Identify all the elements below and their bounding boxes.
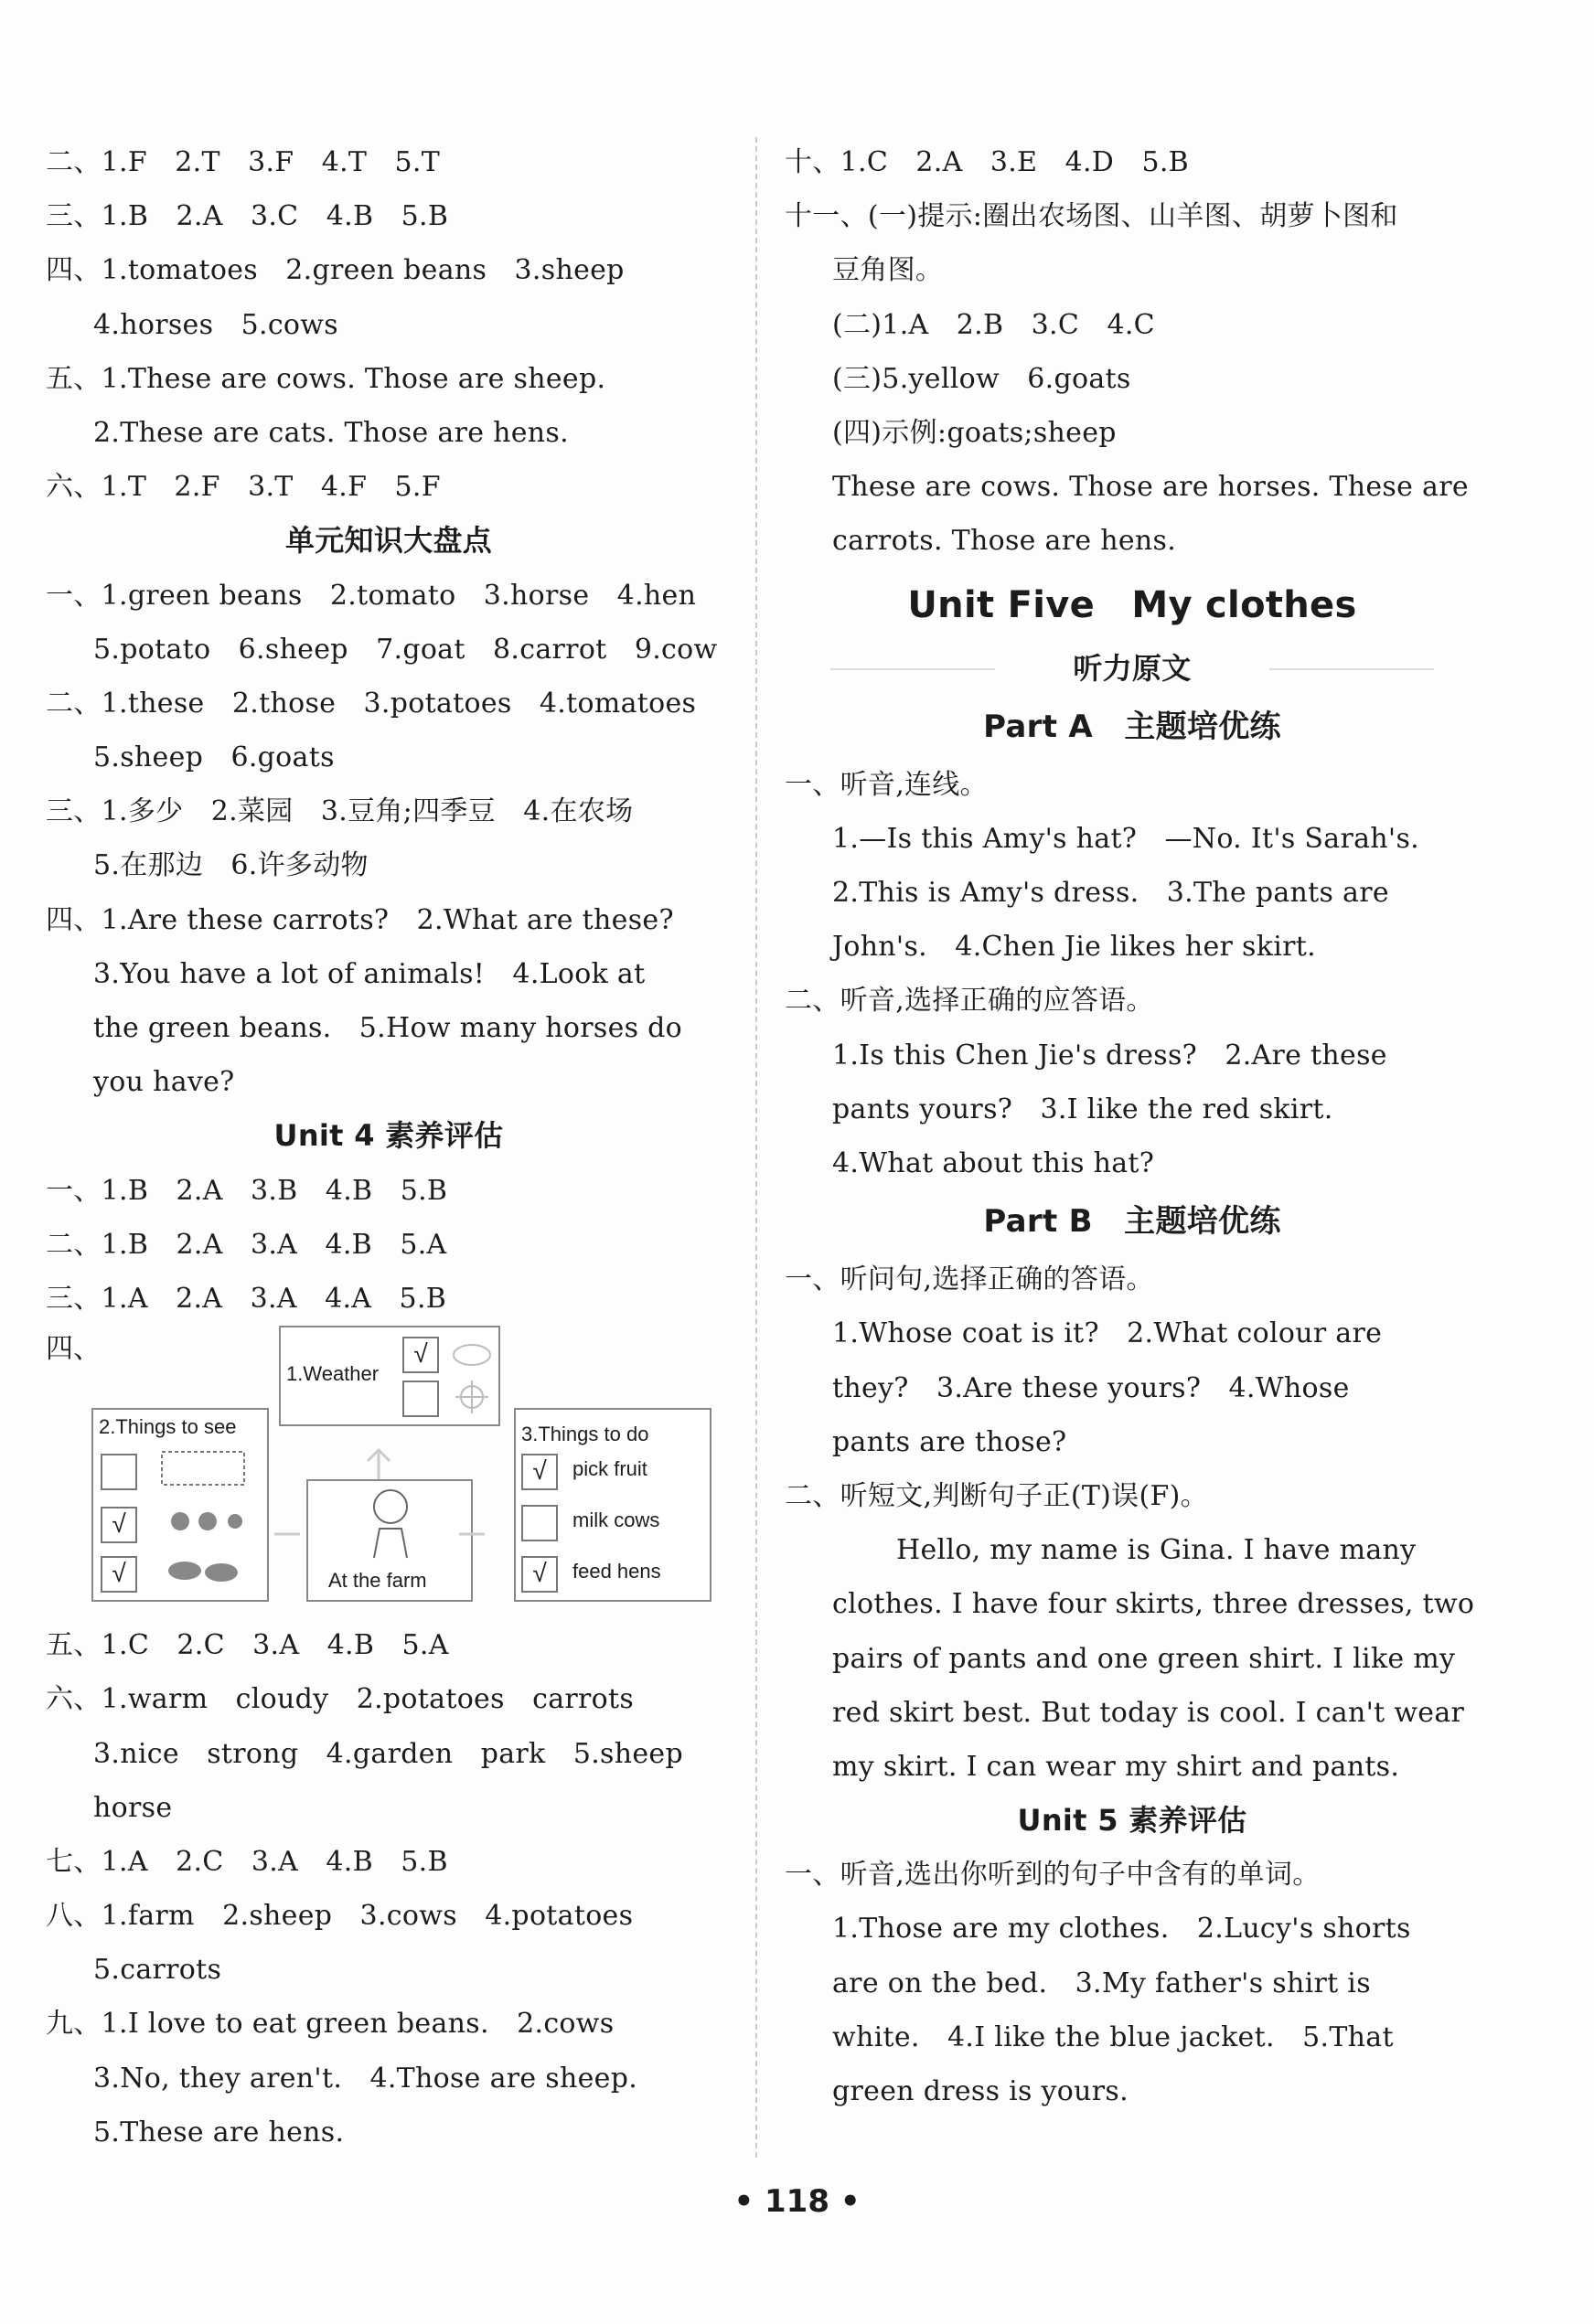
- answer-line: you have?: [93, 1066, 235, 1099]
- answer-line: 十一、(一)提示:圈出农场图、山羊图、胡萝卜图和: [785, 200, 1398, 233]
- answer-line: 四、1.Are these carrots? 2.What are these?: [46, 903, 674, 936]
- answer-line: they? 3.Are these yours? 4.Whose: [832, 1371, 1350, 1404]
- do-check-3: √: [521, 1556, 558, 1593]
- answer-line: 3.No, they aren't. 4.Those are sheep.: [93, 2062, 638, 2095]
- answer-line: 二、1.F 2.T 3.F 4.T 5.T: [46, 146, 441, 178]
- answer-line: 十、1.C 2.A 3.E 4.D 5.B: [785, 146, 1190, 178]
- right-column: [785, 135, 1480, 2118]
- weather-check-1: √: [402, 1337, 439, 1373]
- answer-line: 二、1.B 2.A 3.A 4.B 5.A: [46, 1228, 447, 1261]
- farm-figure: [46, 1326, 732, 1618]
- see-check-2: √: [101, 1507, 137, 1543]
- answer-line: 三、1.多少 2.菜园 3.豆角;四季豆 4.在农场: [46, 795, 634, 828]
- answer-line: clothes. I have four skirts, three dresses, two: [832, 1588, 1475, 1621]
- see-check-3: √: [101, 1556, 137, 1593]
- answer-line: 六、1.warm cloudy 2.potatoes carrots: [46, 1683, 635, 1716]
- answer-line: 1.Those are my clothes. 2.Lucy's shorts: [832, 1913, 1411, 1946]
- do-item-1: pick fruit: [572, 1457, 647, 1481]
- answer-line: 1.—Is this Amy's hat? —No. It's Sarah's.: [832, 822, 1419, 855]
- weather-label: 1.Weather: [286, 1362, 380, 1386]
- answer-line: 五、1.C 2.C 3.A 4.B 5.A: [46, 1629, 449, 1662]
- answer-line: 3.You have a lot of animals! 4.Look at: [93, 957, 646, 990]
- do-check-2: [521, 1505, 558, 1541]
- answer-line: white. 4.I like the blue jacket. 5.That: [832, 2020, 1394, 2053]
- weather-box: [279, 1326, 500, 1426]
- do-item-2: milk cows: [572, 1508, 660, 1532]
- things-to-see-label: 2.Things to see: [99, 1415, 237, 1439]
- answer-line: John's. 4.Chen Jie likes her skirt.: [832, 931, 1316, 964]
- answer-line: 二、听短文,判断句子正(T)误(F)。: [785, 1479, 1208, 1512]
- answer-line: 六、1.T 2.F 3.T 4.F 5.F: [46, 471, 441, 504]
- things-to-see-pictures: [157, 1446, 258, 1593]
- answer-line: 五、1.These are cows. Those are sheep.: [46, 362, 606, 395]
- answer-line: (四)示例:goats;sheep: [832, 416, 1117, 449]
- answer-line: are on the bed. 3.My father's shirt is: [832, 1967, 1371, 1999]
- section-heading: 听力原文: [785, 642, 1480, 696]
- answer-line: 四、1.tomatoes 2.green beans 3.sheep: [46, 254, 625, 287]
- answer-line: 二、听音,选择正确的应答语。: [785, 985, 1154, 1018]
- answer-line: my skirt. I can wear my shirt and pants.: [832, 1750, 1400, 1783]
- answer-line: 三、1.B 2.A 3.C 4.B 5.B: [46, 200, 449, 233]
- answer-line: 一、听音,选出你听到的句子中含有的单词。: [785, 1859, 1321, 1892]
- answer-line: pairs of pants and one green shirt. I like my: [832, 1642, 1456, 1675]
- page-number: • 118 •: [733, 2183, 861, 2220]
- answer-line: Hello, my name is Gina. I have many: [896, 1534, 1417, 1567]
- answer-line: 5.These are hens.: [93, 2116, 345, 2148]
- do-check-1: √: [521, 1454, 558, 1490]
- answer-line: 一、听问句,选择正确的答语。: [785, 1263, 1154, 1296]
- section-heading: Unit 4 素养评估: [273, 1118, 504, 1154]
- left-column: [46, 135, 732, 2159]
- answer-line: 4.horses 5.cows: [93, 308, 338, 341]
- figure-label: 四、: [46, 1333, 101, 1366]
- answer-line: pants are those?: [832, 1425, 1067, 1458]
- answer-line: 5.carrots: [93, 1954, 222, 1987]
- answer-line: 九、1.I love to eat green beans. 2.cows: [46, 2008, 615, 2041]
- section-heading: 单元知识大盘点: [284, 523, 493, 559]
- weather-icons: [450, 1335, 494, 1417]
- answer-line: 4.What about this hat?: [832, 1147, 1155, 1179]
- answer-line: 3.nice strong 4.garden park 5.sheep: [93, 1737, 683, 1770]
- weather-check-2: [402, 1381, 439, 1417]
- answer-line: 5.在那边 6.许多动物: [93, 849, 369, 882]
- answer-line: red skirt best. But today is cool. I can't wear: [832, 1696, 1465, 1729]
- section-heading: Unit 5 素养评估: [1017, 1803, 1247, 1839]
- center-label: At the farm: [328, 1569, 427, 1593]
- answer-line: 二、1.these 2.those 3.potatoes 4.tomatoes: [46, 687, 697, 720]
- section-heading: Part A 主题培优练: [983, 708, 1281, 745]
- things-to-see-box: [91, 1408, 269, 1602]
- answer-line: 5.potato 6.sheep 7.goat 8.carrot 9.cow: [93, 633, 718, 666]
- answer-line: pants yours? 3.I like the red skirt.: [832, 1093, 1333, 1125]
- section-heading: Part B 主题培优练: [983, 1203, 1281, 1241]
- answer-line: 1.Is this Chen Jie's dress? 2.Are these: [832, 1039, 1387, 1071]
- answer-line: 一、1.green beans 2.tomato 3.horse 4.hen: [46, 579, 697, 612]
- answer-line: horse: [93, 1791, 173, 1824]
- answer-line: 一、1.B 2.A 3.B 4.B 5.B: [46, 1174, 448, 1207]
- things-to-do-box: [514, 1408, 711, 1602]
- answer-line: green dress is yours.: [832, 2075, 1129, 2107]
- answer-line: 2.This is Amy's dress. 3.The pants are: [832, 877, 1389, 910]
- answer-line: 七、1.A 2.C 3.A 4.B 5.B: [46, 1845, 448, 1878]
- answer-line: These are cows. Those are horses. These are: [832, 471, 1469, 504]
- answer-line: 1.Whose coat is it? 2.What colour are: [832, 1317, 1383, 1350]
- answer-line: 5.sheep 6.goats: [93, 741, 335, 774]
- answer-line: 豆角图。: [832, 254, 944, 287]
- answer-line: 2.These are cats. Those are hens.: [93, 416, 569, 449]
- section-heading: Unit Five My clothes: [907, 583, 1357, 626]
- do-item-3: feed hens: [572, 1560, 661, 1583]
- answer-line: the green beans. 5.How many horses do: [93, 1012, 683, 1044]
- left-answers-bottom: [46, 1618, 732, 2159]
- left-answers-top: [46, 135, 732, 1326]
- see-check-1: [101, 1454, 137, 1490]
- answer-line: 八、1.farm 2.sheep 3.cows 4.potatoes: [46, 1900, 634, 1933]
- answer-line: 三、1.A 2.A 3.A 4.A 5.B: [46, 1282, 447, 1315]
- answer-line: (二)1.A 2.B 3.C 4.C: [832, 308, 1155, 341]
- answer-line: carrots. Those are hens.: [832, 525, 1177, 558]
- things-to-do-label: 3.Things to do: [521, 1423, 649, 1446]
- connector-arrows: [265, 1424, 503, 1589]
- column-divider: [755, 137, 757, 2158]
- answer-line: (三)5.yellow 6.goats: [832, 362, 1131, 395]
- answer-line: 一、听音,连线。: [785, 768, 988, 801]
